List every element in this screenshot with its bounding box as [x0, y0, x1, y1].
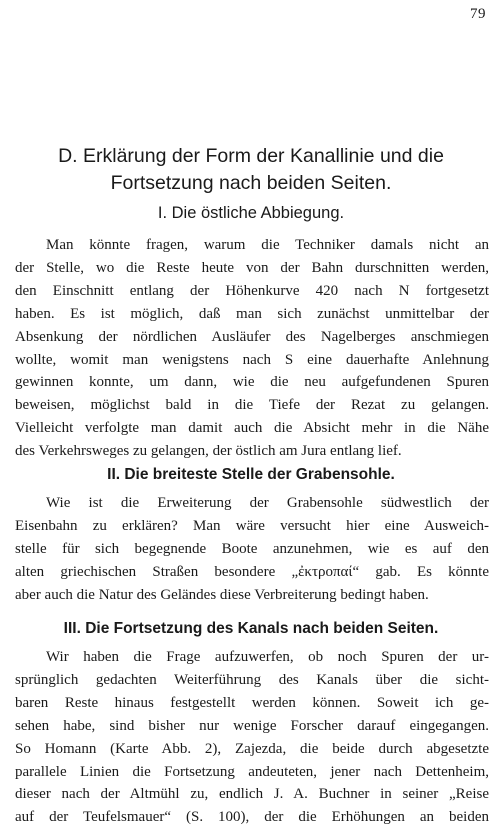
- text-line: Eisenbahn zu erklären? Man wäre versucht hier eine Ausweich-: [15, 517, 489, 534]
- text-line: stelle für sich begegnende Boote anzunehmen, wie es auf den: [15, 540, 489, 557]
- chapter-title-line: Fortsetzung nach beiden Seiten.: [110, 172, 392, 194]
- text-line: Vielleicht verfolgte man damit auch die Absicht mehr in die Nähe: [15, 420, 489, 437]
- section-2-paragraph: [15, 492, 489, 607]
- page-number: 79: [470, 6, 486, 22]
- text-line: parallele Linien die Fortsetzung andeuteten, jener nach Dettenheim,: [15, 763, 489, 780]
- text-line: gewinnen konnte, um dann, wie die neu aufgefundenen Spuren: [15, 374, 489, 391]
- text-line: dieser nach der Altmühl zu, endlich J. A. Buchner in seiner „Reise: [15, 786, 489, 803]
- section-heading-3: III. Die Fortsetzung des Kanals nach beiden Seiten.: [63, 620, 439, 637]
- text-line: Man könnte fragen, warum die Techniker damals nicht an: [46, 237, 489, 253]
- section-heading-2: II. Die breiteste Stelle der Grabensohle.: [107, 466, 395, 483]
- text-line: alten griechischen Straßen besondere „ἐκτροπαί“ gab. Es könnte: [15, 563, 489, 580]
- text-line: sehen habe, sind bisher nur wenige Forscher darauf eingegangen.: [15, 717, 489, 734]
- text-line: beweisen, möglichst bald in die Tiefe der Rezat zu gelangen.: [15, 397, 489, 414]
- section-1-paragraph: [15, 234, 489, 463]
- text-line: wollte, womit man wenigstens nach S eine dauerhafte Anlehnung: [15, 351, 489, 368]
- text-line: So Homann (Karte Abb. 2), Zajezda, die beide durch abgesetzte: [15, 740, 489, 757]
- text-line: auf der Teufelsmauer“ (S. 100), der die Erhöhungen an beiden: [15, 809, 489, 826]
- text-line: haben. Es ist möglich, daß man sich zunächst unmittelbar der: [15, 305, 489, 322]
- text-line: sprünglich gedachten Weiterführung des Kanals über die sicht-: [15, 671, 489, 688]
- text-line: aber auch die Natur des Geländes diese Verbreiterung bedingt haben.: [15, 586, 429, 603]
- section-heading-1: I. Die östliche Abbiegung.: [157, 204, 345, 222]
- text-line: baren Reste hinaus festgestellt werden können. Soweit ich ge-: [15, 694, 489, 711]
- section-3-paragraph: [15, 646, 489, 829]
- text-line: Absenkung der nördlichen Ausläufer des Nagelberges anschmiegen: [15, 328, 489, 345]
- text-line: des Verkehrsweges zu gelangen, der östlich am Jura entlang lief.: [15, 443, 402, 460]
- text-line: der Stelle, wo die Reste heute von der Bahn durschnitten werden,: [15, 259, 489, 276]
- chapter-title-line: D. Erklärung der Form der Kanallinie und die: [58, 145, 444, 167]
- text-line: den Einschnitt entlang der Höhenkurve 420 nach N fortgesetzt: [15, 282, 489, 299]
- text-line: Wie ist die Erweiterung der Grabensohle südwestlich der: [46, 495, 489, 511]
- chapter-title: [14, 143, 488, 197]
- text-line: Wir haben die Frage aufzuwerfen, ob noch Spuren der ur-: [46, 649, 489, 665]
